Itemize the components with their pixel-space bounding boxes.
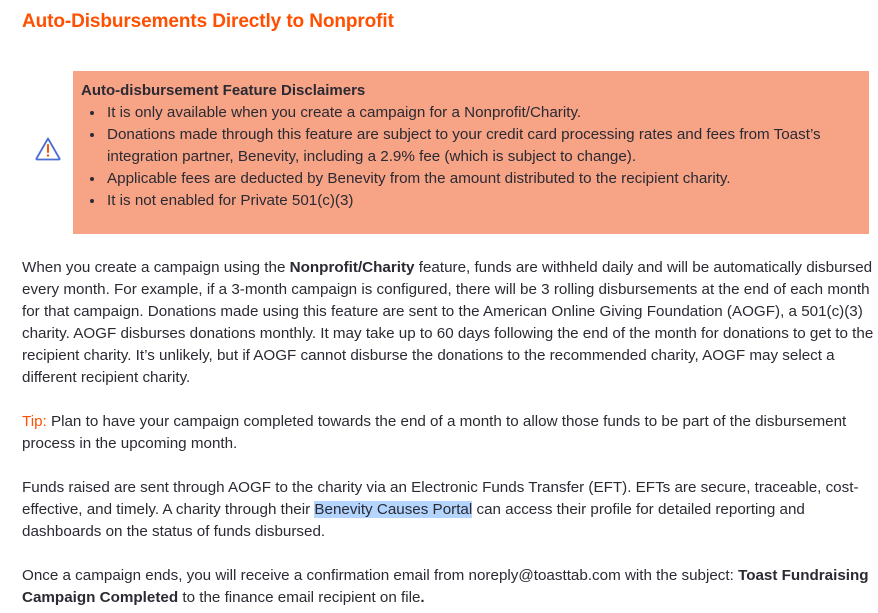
disclaimer-callout xyxy=(73,71,869,234)
eft-paragraph xyxy=(22,477,874,543)
tip-paragraph xyxy=(22,411,874,455)
bold-term: Nonprofit/Charity xyxy=(289,259,415,276)
text-run: to the finance email recipient on file xyxy=(178,589,421,606)
disclaimer-item: • It is not enabled for Private 501(c)(3) xyxy=(105,190,861,212)
text-run: feature, funds are withheld daily and will be automatically disbursed every month. For example, if a 3-month campaign is configured, there will be 3 rolling disbursements at the end of each month for that campaign. Donations made using this feature are sent to the American Online Giving Foundation (AOGF), a 501(c)(3) charity. AOGF disburses donations monthly. It may take up to 60 days following the end of the month for donations to get to the recipient charity. It’s unlikely, but if AOGF cannot disburse the donations to the recommended charity, AOGF may select a different recipient charity. xyxy=(22,259,874,386)
email-subject: Toast Fundraising Campaign Completed xyxy=(22,567,869,606)
warning-triangle-icon xyxy=(34,136,62,162)
disclaimer-item: • It is only available when you create a campaign for a Nonprofit/Charity. xyxy=(105,102,861,124)
disclaimer-list xyxy=(81,102,861,212)
text-run: can access their profile for detailed reporting and dashboards on the status of funds disbursed. xyxy=(22,501,805,540)
callout-title: Auto-disbursement Feature Disclaimers xyxy=(81,82,366,99)
confirmation-email-paragraph xyxy=(22,565,874,609)
nonprofit-explanation-paragraph xyxy=(22,257,874,389)
text-run: Funds raised are sent through AOGF to the charity via an Electronic Funds Transfer (EFT). EFTs are secure, traceable, cost-effective, and timely. A charity through their xyxy=(22,479,859,518)
section-heading: Auto-Disbursements Directly to Nonprofit xyxy=(22,11,394,32)
text-run: Once a campaign ends, you will receive a confirmation email from noreply@toasttab.com with the subject: xyxy=(22,567,739,584)
tip-label: Tip: xyxy=(22,413,47,430)
disclaimer-item: • Donations made through this feature are subject to your credit card processing rates and fees from Toast’s integration partner, Benevity, including a 2.9% fee (which is subject to change). xyxy=(105,124,861,168)
text-run: When you create a campaign using the xyxy=(22,259,290,276)
period: . xyxy=(420,589,425,606)
benevity-causes-portal-link[interactable]: Benevity Causes Portal xyxy=(314,501,473,518)
tip-text: Plan to have your campaign completed towards the end of a month to allow those funds to be part of the disbursement process in the upcoming month. xyxy=(22,413,847,452)
disclaimer-item: • Applicable fees are deducted by Benevity from the amount distributed to the recipient charity. xyxy=(105,168,861,190)
